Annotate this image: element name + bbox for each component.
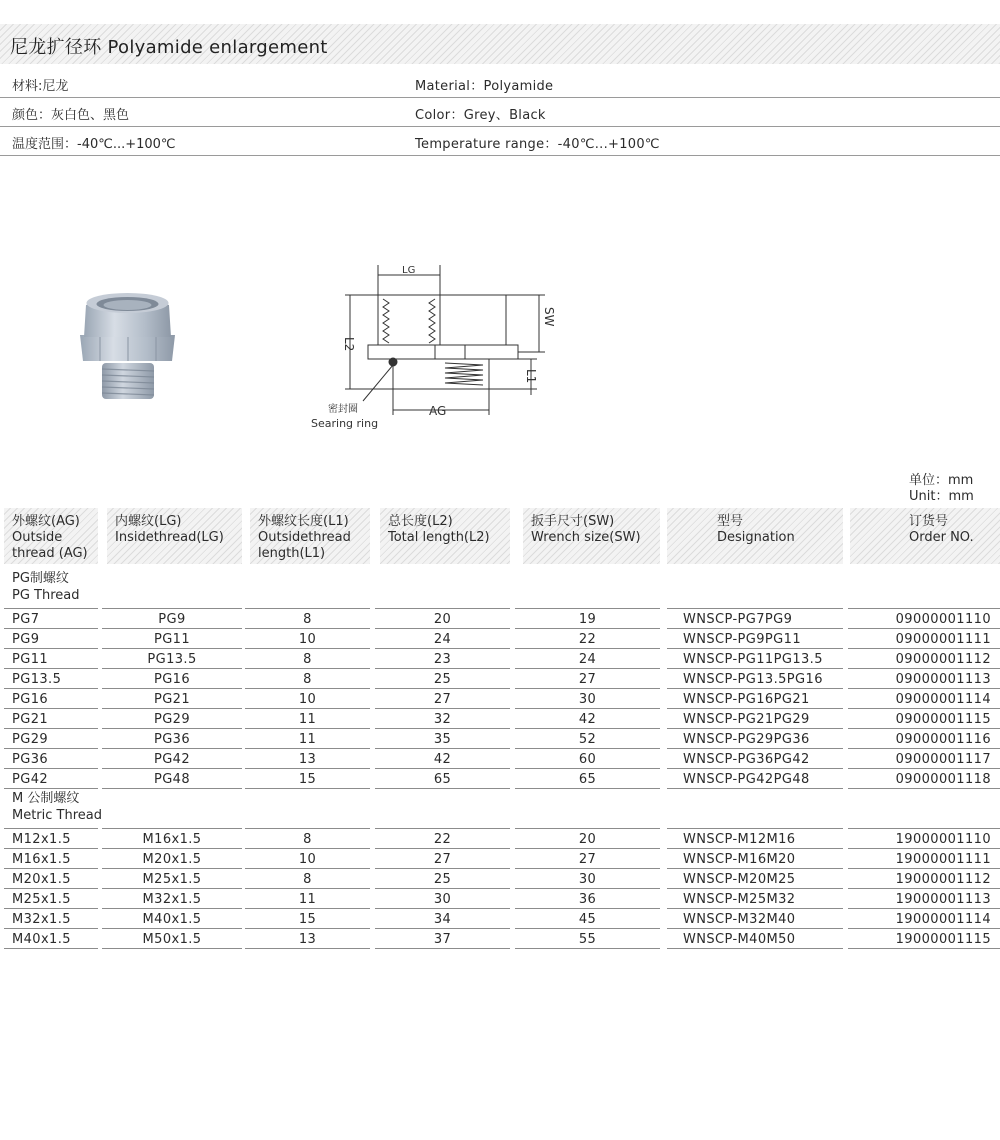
table-cell: M40x1.5 [142,912,202,927]
table-cell: PG48 [153,772,191,787]
group-label-en: PG Thread [12,588,80,603]
label-lg: LG [402,265,416,276]
table-cell: 22 [433,832,452,847]
table-cell: 8 [303,872,312,887]
row-rule [375,948,510,949]
table-cell: 24 [578,652,597,667]
table-cell: 42 [433,752,452,767]
row-rule [848,788,1000,789]
table-cell: PG13.5 [147,652,197,667]
table-cell: 35 [433,732,452,747]
table-row [0,729,1000,749]
table-cell: M20x1.5 [142,852,202,867]
table-cell: 09000001115 [895,712,991,727]
table-cell: WNSCP-PG13.5PG16 [683,672,823,687]
table-cell: 36 [578,892,597,907]
table-cell: WNSCP-M32M40 [683,912,796,927]
table-row [0,829,1000,849]
table-cell: PG36 [12,752,49,767]
table-cell: PG21 [153,692,191,707]
table-cell: 09000001110 [895,612,991,627]
table-cell: WNSCP-PG16PG21 [683,692,810,707]
label-seal-cn: 密封圈 [328,404,358,415]
row-rule [375,788,510,789]
table-row [0,869,1000,889]
table-cell: 65 [433,772,452,787]
table-cell: 32 [433,712,452,727]
table-cell: M20x1.5 [12,872,71,887]
table-cell: 19 [578,612,597,627]
table-row [0,669,1000,689]
table-cell: 09000001117 [895,752,991,767]
table-cell: 24 [433,632,452,647]
table-row [0,709,1000,729]
table-cell: 30 [578,692,597,707]
table-cell: 10 [298,852,317,867]
group-divider [0,589,1000,609]
table-cell: 11 [298,892,317,907]
table-cell: 34 [433,912,452,927]
table-cell: 20 [578,832,597,847]
table-row [0,749,1000,769]
product-photo [70,285,185,405]
property-cn: 材料:尼龙 [12,79,69,94]
table-cell: 42 [578,712,597,727]
table-cell: 19000001115 [895,932,991,947]
table-cell: 09000001116 [895,732,991,747]
table-row [0,769,1000,789]
column-header-designation: 型号 Designation [667,508,843,564]
table-row [0,849,1000,869]
table-cell: PG9 [12,632,40,647]
table-cell: M16x1.5 [142,832,202,847]
table-cell: 10 [298,632,317,647]
label-l1: L1 [524,369,538,384]
column-header-total-length: 总长度(L2) Total length(L2) [380,508,510,564]
property-row-material [0,68,1000,98]
table-row [0,909,1000,929]
group-label-cn: PG制螺纹 [12,571,69,586]
table-cell: PG29 [153,712,191,727]
table-cell: 15 [298,772,317,787]
row-rule [102,948,242,949]
table-cell: 09000001113 [895,672,991,687]
title-bar [0,24,1000,64]
table-cell: M50x1.5 [142,932,202,947]
table-cell: 8 [303,672,312,687]
label-seal-en: Searing ring [311,417,379,430]
table-cell: PG7 [12,612,40,627]
table-cell: 27 [433,692,452,707]
column-header-outside-length: 外螺纹长度(L1) Outsidethread length(L1) [250,508,370,564]
row-rule [515,788,660,789]
table-cell: 27 [578,852,597,867]
unit-cn: 单位：mm [909,473,974,488]
table-cell: 23 [433,652,452,667]
table-cell: WNSCP-M20M25 [683,872,796,887]
table-cell: PG29 [12,732,49,747]
row-rule [848,948,1000,949]
row-rule [667,948,843,949]
table-cell: PG42 [153,752,191,767]
table-cell: 65 [578,772,597,787]
table-cell: 30 [578,872,597,887]
table-cell: 60 [578,752,597,767]
table-cell: 09000001112 [895,652,991,667]
table-row [0,689,1000,709]
table-cell: M40x1.5 [12,932,71,947]
unit-note [909,473,974,505]
table-cell: M16x1.5 [12,852,71,867]
property-en: Color：Grey、Black [415,108,546,123]
table-cell: 13 [298,932,317,947]
table-cell: 20 [433,612,452,627]
table-cell: 19000001112 [895,872,991,887]
table-cell: M25x1.5 [142,872,202,887]
table-cell: 27 [433,852,452,867]
table-cell: WNSCP-PG11PG13.5 [683,652,823,667]
row-rule [4,788,98,789]
table-cell: PG16 [153,672,191,687]
property-row-color [0,97,1000,127]
group-label-en: Metric Thread [12,808,103,823]
table-cell: 15 [298,912,317,927]
table-cell: PG42 [12,772,49,787]
table-cell: 11 [298,712,317,727]
row-rule [245,948,370,949]
table-cell: 8 [303,652,312,667]
table-cell: WNSCP-M25M32 [683,892,796,907]
table-cell: WNSCP-M16M20 [683,852,796,867]
table-cell: 55 [578,932,597,947]
table-cell: 37 [433,932,452,947]
column-header-wrench-size: 扳手尺寸(SW) Wrench size(SW) [523,508,660,564]
table-cell: M32x1.5 [12,912,71,927]
table-cell: WNSCP-PG29PG36 [683,732,810,747]
table-cell: 45 [578,912,597,927]
table-cell: PG16 [12,692,49,707]
group-divider [0,809,1000,829]
table-cell: WNSCP-PG42PG48 [683,772,810,787]
table-cell: 27 [578,672,597,687]
table-cell: PG13.5 [12,672,62,687]
row-rule [515,948,660,949]
table-cell: WNSCP-PG21PG29 [683,712,810,727]
table-cell: WNSCP-PG36PG42 [683,752,810,767]
label-sw: SW [542,307,556,327]
table-cell: 19000001113 [895,892,991,907]
table-cell: 8 [303,612,312,627]
column-header-inside-thread: 内螺纹(LG) Insidethread(LG) [107,508,242,564]
table-cell: 52 [578,732,597,747]
table-cell: PG11 [153,632,191,647]
column-header-order-no: 订货号 Order NO. [850,508,1000,564]
technical-drawing [305,255,565,440]
table-cell: M12x1.5 [12,832,71,847]
row-rule [667,788,843,789]
property-en: Material：Polyamide [415,79,554,94]
table-cell: 25 [433,672,452,687]
row-rule [4,948,98,949]
row-rule [102,788,242,789]
table-cell: PG21 [12,712,49,727]
column-header-outside-thread: 外螺纹(AG) Outside thread (AG) [4,508,98,564]
table-cell: 13 [298,752,317,767]
table-cell: 10 [298,692,317,707]
table-cell: 8 [303,832,312,847]
property-row-temperature [0,126,1000,156]
table-row [0,889,1000,909]
property-cn: 颜色：灰白色、黑色 [12,108,130,123]
page-title: 尼龙扩径环 Polyamide enlargement [10,37,328,58]
property-cn: 温度范围：-40℃...+100℃ [12,137,176,152]
table-row [0,929,1000,949]
row-rule [245,788,370,789]
table-cell: 22 [578,632,597,647]
table-cell: PG9 [158,612,186,627]
table-cell: 19000001110 [895,832,991,847]
table-cell: 09000001114 [895,692,991,707]
table-cell: 25 [433,872,452,887]
table-row [0,609,1000,629]
table-cell: PG36 [153,732,191,747]
table-cell: M32x1.5 [142,892,202,907]
table-cell: WNSCP-PG9PG11 [683,632,801,647]
unit-en: Unit：mm [909,489,974,504]
table-cell: WNSCP-M40M50 [683,932,796,947]
table-cell: PG11 [12,652,49,667]
table-row [0,649,1000,669]
label-ag: AG [429,404,447,418]
table-cell: 09000001118 [895,772,991,787]
table-cell: M25x1.5 [12,892,71,907]
label-l2: L2 [342,337,356,352]
table-cell: 30 [433,892,452,907]
table-cell: WNSCP-M12M16 [683,832,796,847]
table-cell: 19000001111 [895,852,991,867]
table-row [0,629,1000,649]
group-label-cn: M 公制螺纹 [12,791,80,806]
property-en: Temperature range：-40℃...+100℃ [415,137,660,152]
table-cell: 09000001111 [895,632,991,647]
table-cell: 11 [298,732,317,747]
table-cell: WNSCP-PG7PG9 [683,612,793,627]
table-cell: 19000001114 [895,912,991,927]
